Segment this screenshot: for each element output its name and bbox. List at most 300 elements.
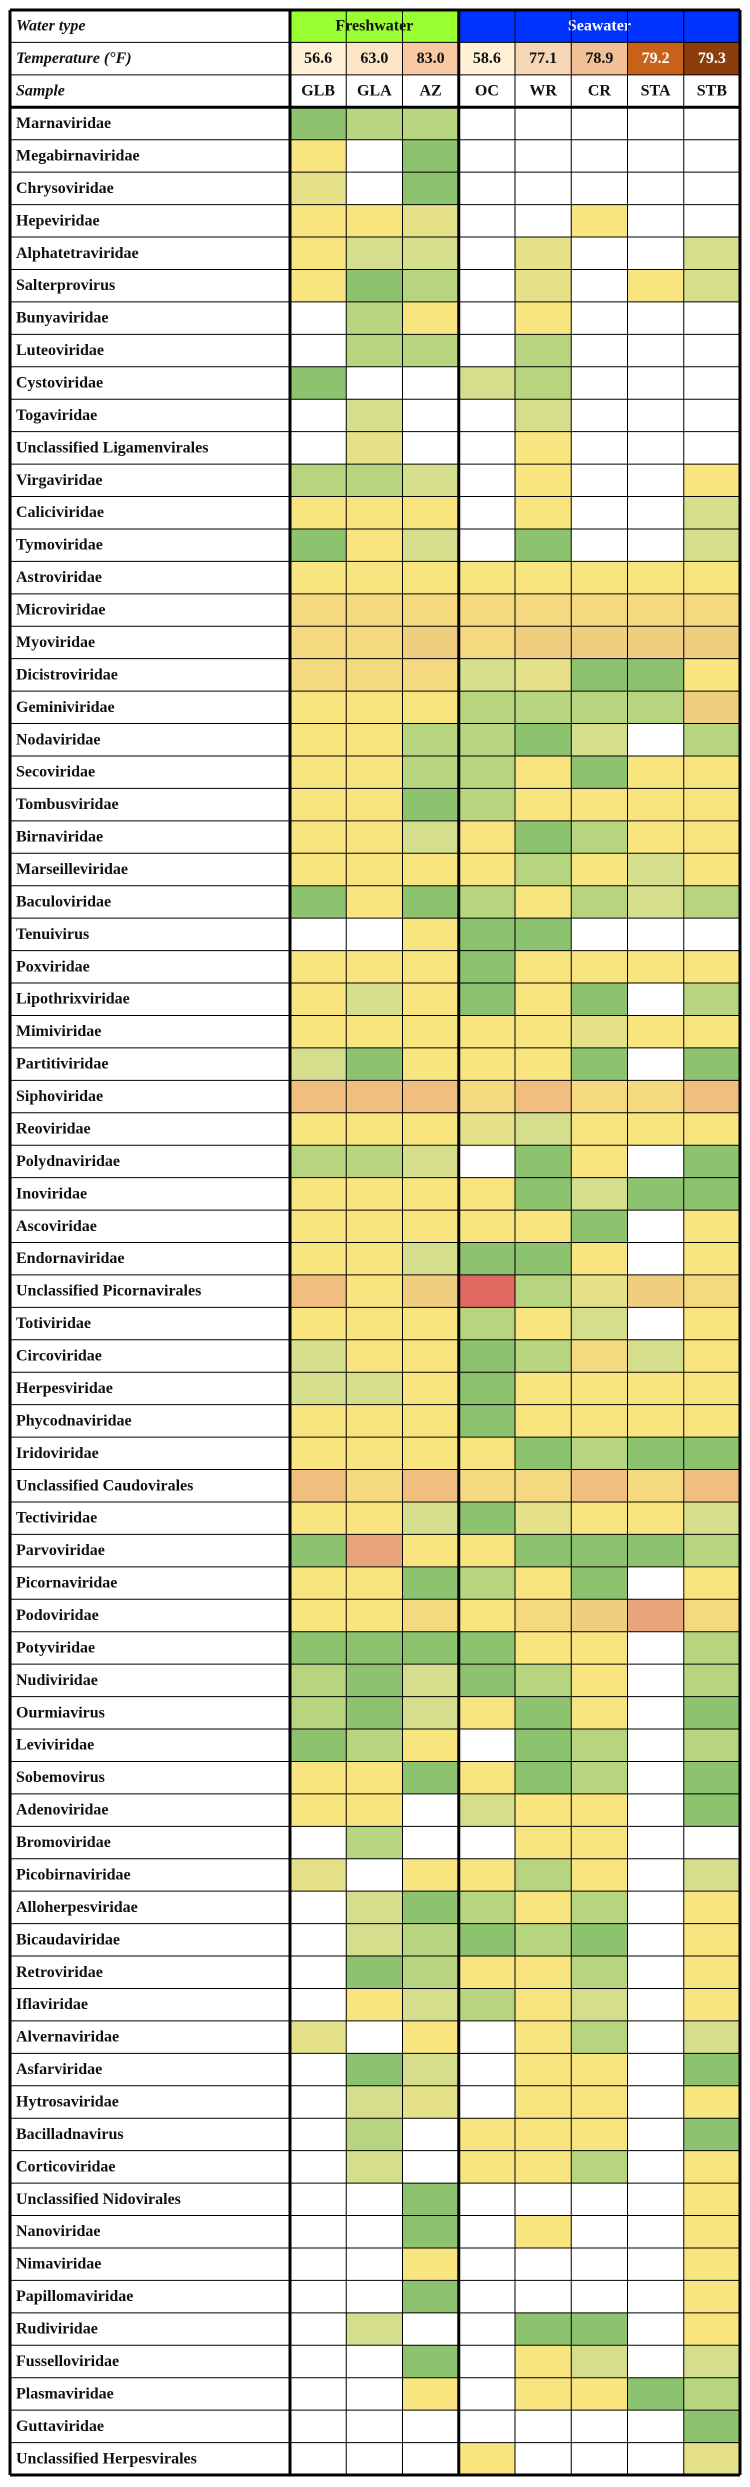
cell-togaviridae-gla [346,399,402,431]
cell-adenoviridae-cr [571,1794,627,1826]
cell-marseilleviridae-wr [515,853,571,885]
cell-nimaviridae-cr [571,2248,627,2280]
cell-myoviridae-wr [515,626,571,658]
cell-ourmiavirus-stb [684,1697,740,1729]
cell-bromoviridae-az [403,1826,459,1858]
row-label-birnaviridae: Birnaviridae [16,828,104,846]
cell-lipothrixviridae-glb [290,983,346,1015]
row-label-unclassified-nidovirales: Unclassified Nidovirales [16,2190,181,2208]
cell-nanoviridae-oc [459,2216,515,2248]
row-labels-layer [16,115,208,2467]
row-label-potyviridae: Potyviridae [16,1639,96,1657]
cell-alvernaviridae-cr [571,2021,627,2053]
cell-nanoviridae-wr [515,2216,571,2248]
cell-endornaviridae-az [403,1243,459,1275]
cell-birnaviridae-cr [571,821,627,853]
cell-mimiviridae-gla [346,1015,402,1047]
cell-bromoviridae-gla [346,1826,402,1858]
cell-bicaudaviridae-sta [628,1924,684,1956]
cell-salterprovirus-sta [628,269,684,301]
cell-corticoviridae-az [403,2151,459,2183]
header-sample-4: WR [529,82,557,100]
cell-phycodnaviridae-wr [515,1405,571,1437]
cell-plasmaviridae-wr [515,2378,571,2410]
cell-alvernaviridae-wr [515,2021,571,2053]
cell-herpesviridae-sta [628,1372,684,1404]
cell-asfarviridae-gla [346,2053,402,2085]
cell-virgaviridae-cr [571,464,627,496]
cell-unclassified-ligamenvirales-wr [515,432,571,464]
cell-marnaviridae-gla [346,107,402,139]
cell-iflaviridae-az [403,1988,459,2020]
cell-partitiviridae-wr [515,1048,571,1080]
cell-inoviridae-glb [290,1178,346,1210]
cell-bicaudaviridae-wr [515,1924,571,1956]
cell-marnaviridae-stb [684,107,740,139]
cell-marseilleviridae-az [403,853,459,885]
cell-salterprovirus-az [403,269,459,301]
cell-alloherpesviridae-stb [684,1891,740,1923]
cell-microviridae-stb [684,594,740,626]
cell-poxviridae-az [403,951,459,983]
cell-tenuivirus-wr [515,918,571,950]
cell-polydnaviridae-oc [459,1145,515,1177]
cell-luteoviridae-gla [346,334,402,366]
cell-guttaviridae-az [403,2410,459,2442]
cell-asfarviridae-sta [628,2053,684,2085]
cell-megabirnaviridae-cr [571,140,627,172]
cell-unclassified-herpesvirales-stb [684,2443,740,2475]
cell-tymoviridae-stb [684,529,740,561]
cell-bromoviridae-cr [571,1826,627,1858]
row-label-alvernaviridae: Alvernaviridae [16,2028,120,2046]
cell-tombusviridae-oc [459,788,515,820]
row-label-unclassified-picornavirales: Unclassified Picornavirales [16,1282,202,1300]
header-sample-0: GLB [301,82,336,100]
cell-unclassified-ligamenvirales-gla [346,432,402,464]
cell-plasmaviridae-gla [346,2378,402,2410]
cell-inoviridae-wr [515,1178,571,1210]
cell-guttaviridae-sta [628,2410,684,2442]
cell-tymoviridae-wr [515,529,571,561]
cell-virgaviridae-az [403,464,459,496]
cell-microviridae-sta [628,594,684,626]
cell-tectiviridae-cr [571,1502,627,1534]
cell-endornaviridae-cr [571,1243,627,1275]
cell-tymoviridae-az [403,529,459,561]
cell-hepeviridae-sta [628,205,684,237]
cell-unclassified-picornavirales-stb [684,1275,740,1307]
cell-fusselloviridae-oc [459,2345,515,2377]
cell-chrysoviridae-sta [628,172,684,204]
cell-chrysoviridae-glb [290,172,346,204]
cell-siphoviridae-gla [346,1080,402,1112]
cell-potyviridae-wr [515,1632,571,1664]
cell-plasmaviridae-glb [290,2378,346,2410]
cell-nimaviridae-sta [628,2248,684,2280]
row-label-mimiviridae: Mimiviridae [16,1023,102,1041]
cell-partitiviridae-gla [346,1048,402,1080]
cell-fusselloviridae-wr [515,2345,571,2377]
cell-rudiviridae-sta [628,2313,684,2345]
cell-chrysoviridae-oc [459,172,515,204]
cell-adenoviridae-wr [515,1794,571,1826]
cell-dicistroviridae-oc [459,659,515,691]
cell-phycodnaviridae-oc [459,1405,515,1437]
header-temperature-f-1: 63.0 [360,50,389,68]
cell-asfarviridae-glb [290,2053,346,2085]
cell-asfarviridae-stb [684,2053,740,2085]
cell-ourmiavirus-az [403,1697,459,1729]
row-label-fusselloviridae: Fusselloviridae [16,2352,120,2370]
cell-nudiviridae-glb [290,1664,346,1696]
cell-endornaviridae-stb [684,1243,740,1275]
cell-megabirnaviridae-wr [515,140,571,172]
cell-bromoviridae-stb [684,1826,740,1858]
cell-picornaviridae-cr [571,1567,627,1599]
cell-parvoviridae-az [403,1534,459,1566]
cell-secoviridae-wr [515,756,571,788]
cell-nudiviridae-oc [459,1664,515,1696]
cell-togaviridae-oc [459,399,515,431]
cell-potyviridae-gla [346,1632,402,1664]
header-group-freshwater: Freshwater [335,17,414,35]
cell-alphatetraviridae-stb [684,237,740,269]
cell-iridoviridae-gla [346,1437,402,1469]
cell-inoviridae-oc [459,1178,515,1210]
cell-leviviridae-stb [684,1729,740,1761]
cell-secoviridae-az [403,756,459,788]
cell-megabirnaviridae-glb [290,140,346,172]
cell-iridoviridae-oc [459,1437,515,1469]
cell-circoviridae-az [403,1340,459,1372]
cell-lipothrixviridae-gla [346,983,402,1015]
cell-retroviridae-gla [346,1956,402,1988]
cell-caliciviridae-gla [346,497,402,529]
cell-corticoviridae-cr [571,2151,627,2183]
cell-siphoviridae-sta [628,1080,684,1112]
row-label-cystoviridae: Cystoviridae [16,374,104,392]
cell-astroviridae-stb [684,561,740,593]
cell-chrysoviridae-gla [346,172,402,204]
row-label-siphoviridae: Siphoviridae [16,1088,104,1106]
cell-alvernaviridae-sta [628,2021,684,2053]
row-label-leviviridae: Leviviridae [16,1736,95,1754]
cell-unclassified-caudovirales-wr [515,1470,571,1502]
cell-tymoviridae-gla [346,529,402,561]
cell-cystoviridae-glb [290,367,346,399]
cell-alloherpesviridae-az [403,1891,459,1923]
cell-cystoviridae-gla [346,367,402,399]
cell-unclassified-picornavirales-oc [459,1275,515,1307]
cell-unclassified-ligamenvirales-oc [459,432,515,464]
cell-inoviridae-cr [571,1178,627,1210]
cell-plasmaviridae-oc [459,2378,515,2410]
cell-megabirnaviridae-oc [459,140,515,172]
cell-potyviridae-az [403,1632,459,1664]
cell-nodaviridae-cr [571,724,627,756]
cell-poxviridae-oc [459,951,515,983]
cell-picobirnaviridae-wr [515,1859,571,1891]
cell-myoviridae-gla [346,626,402,658]
cell-ourmiavirus-glb [290,1697,346,1729]
cell-corticoviridae-oc [459,2151,515,2183]
cell-nudiviridae-gla [346,1664,402,1696]
cell-hepeviridae-wr [515,205,571,237]
cell-polydnaviridae-stb [684,1145,740,1177]
cell-papillomaviridae-cr [571,2280,627,2312]
row-label-dicistroviridae: Dicistroviridae [16,666,118,684]
cell-unclassified-ligamenvirales-az [403,432,459,464]
cell-bicaudaviridae-cr [571,1924,627,1956]
cell-polydnaviridae-az [403,1145,459,1177]
cell-mimiviridae-wr [515,1015,571,1047]
cell-astroviridae-cr [571,561,627,593]
cell-leviviridae-az [403,1729,459,1761]
cell-virgaviridae-stb [684,464,740,496]
row-label-tymoviridae: Tymoviridae [16,536,103,554]
cell-potyviridae-oc [459,1632,515,1664]
cell-bacilladnavirus-az [403,2118,459,2150]
cell-tectiviridae-stb [684,1502,740,1534]
cell-papillomaviridae-oc [459,2280,515,2312]
row-label-bromoviridae: Bromoviridae [16,1834,111,1852]
cell-astroviridae-sta [628,561,684,593]
cell-poxviridae-cr [571,951,627,983]
header-sample-5: CR [587,82,611,100]
cell-mimiviridae-stb [684,1015,740,1047]
header-temperature-f-0: 56.6 [304,50,333,68]
cell-alphatetraviridae-cr [571,237,627,269]
cell-alphatetraviridae-az [403,237,459,269]
cell-unclassified-picornavirales-glb [290,1275,346,1307]
cell-nanoviridae-cr [571,2216,627,2248]
row-label-unclassified-herpesvirales: Unclassified Herpesvirales [16,2450,197,2468]
row-label-unclassified-ligamenvirales: Unclassified Ligamenvirales [16,439,209,457]
cell-salterprovirus-gla [346,269,402,301]
row-label-luteoviridae: Luteoviridae [16,342,104,360]
cell-microviridae-az [403,594,459,626]
cell-herpesviridae-stb [684,1372,740,1404]
cell-secoviridae-stb [684,756,740,788]
cell-dicistroviridae-stb [684,659,740,691]
cell-ourmiavirus-sta [628,1697,684,1729]
cell-totiviridae-sta [628,1307,684,1339]
cell-inoviridae-gla [346,1178,402,1210]
cell-chrysoviridae-wr [515,172,571,204]
cell-alloherpesviridae-sta [628,1891,684,1923]
cell-picobirnaviridae-cr [571,1859,627,1891]
cell-tenuivirus-glb [290,918,346,950]
cell-myoviridae-stb [684,626,740,658]
cell-dicistroviridae-cr [571,659,627,691]
cell-geminiviridae-oc [459,691,515,723]
cell-picornaviridae-gla [346,1567,402,1599]
cell-togaviridae-az [403,399,459,431]
row-label-ourmiavirus: Ourmiavirus [16,1704,105,1722]
cell-asfarviridae-cr [571,2053,627,2085]
cell-bacilladnavirus-sta [628,2118,684,2150]
cell-alvernaviridae-gla [346,2021,402,2053]
cell-circoviridae-cr [571,1340,627,1372]
cell-ascoviridae-az [403,1210,459,1242]
cell-lipothrixviridae-sta [628,983,684,1015]
row-label-nodaviridae: Nodaviridae [16,731,101,749]
cell-nodaviridae-gla [346,724,402,756]
header-sample-3: OC [474,82,499,100]
cell-picobirnaviridae-sta [628,1859,684,1891]
cell-fusselloviridae-gla [346,2345,402,2377]
cell-unclassified-caudovirales-stb [684,1470,740,1502]
row-label-hytrosaviridae: Hytrosaviridae [16,2093,119,2111]
cell-rudiviridae-wr [515,2313,571,2345]
cell-astroviridae-az [403,561,459,593]
cell-secoviridae-gla [346,756,402,788]
cell-myoviridae-cr [571,626,627,658]
cell-partitiviridae-glb [290,1048,346,1080]
cell-alvernaviridae-oc [459,2021,515,2053]
row-label-bacilladnavirus: Bacilladnavirus [16,2125,124,2143]
cell-tenuivirus-stb [684,918,740,950]
cell-bunyaviridae-glb [290,302,346,334]
header-sample-7: STB [696,82,727,100]
cell-myoviridae-sta [628,626,684,658]
cell-geminiviridae-stb [684,691,740,723]
cell-unclassified-nidovirales-az [403,2183,459,2215]
cell-geminiviridae-sta [628,691,684,723]
cell-nodaviridae-glb [290,724,346,756]
row-label-astroviridae: Astroviridae [16,569,102,587]
cell-tenuivirus-cr [571,918,627,950]
cell-hepeviridae-oc [459,205,515,237]
cell-marseilleviridae-glb [290,853,346,885]
cell-tombusviridae-wr [515,788,571,820]
cell-bunyaviridae-wr [515,302,571,334]
cell-iridoviridae-wr [515,1437,571,1469]
cell-retroviridae-stb [684,1956,740,1988]
cell-inoviridae-stb [684,1178,740,1210]
cell-hytrosaviridae-gla [346,2086,402,2118]
cell-baculoviridae-wr [515,886,571,918]
cell-leviviridae-glb [290,1729,346,1761]
cell-guttaviridae-gla [346,2410,402,2442]
row-label-phycodnaviridae: Phycodnaviridae [16,1412,132,1430]
cell-rudiviridae-gla [346,2313,402,2345]
cell-unclassified-nidovirales-gla [346,2183,402,2215]
row-label-parvoviridae: Parvoviridae [16,1542,105,1560]
cell-myoviridae-glb [290,626,346,658]
cell-unclassified-picornavirales-cr [571,1275,627,1307]
cell-caliciviridae-glb [290,497,346,529]
row-label-herpesviridae: Herpesviridae [16,1379,113,1397]
cell-adenoviridae-az [403,1794,459,1826]
row-label-megabirnaviridae: Megabirnaviridae [16,147,140,165]
cell-unclassified-ligamenvirales-stb [684,432,740,464]
cell-inoviridae-sta [628,1178,684,1210]
cell-tenuivirus-az [403,918,459,950]
cell-reoviridae-cr [571,1113,627,1145]
cell-bacilladnavirus-oc [459,2118,515,2150]
cell-nimaviridae-az [403,2248,459,2280]
cell-unclassified-caudovirales-az [403,1470,459,1502]
cell-alvernaviridae-stb [684,2021,740,2053]
cell-secoviridae-glb [290,756,346,788]
cell-rudiviridae-az [403,2313,459,2345]
cell-sobemovirus-stb [684,1761,740,1793]
cell-reoviridae-az [403,1113,459,1145]
cell-marnaviridae-sta [628,107,684,139]
header-label-sample: Sample [16,82,65,100]
row-label-rudiviridae: Rudiviridae [16,2320,98,2338]
cell-podoviridae-gla [346,1599,402,1631]
cell-adenoviridae-sta [628,1794,684,1826]
cell-totiviridae-cr [571,1307,627,1339]
cell-corticoviridae-glb [290,2151,346,2183]
row-label-togaviridae: Togaviridae [16,406,98,424]
cell-megabirnaviridae-sta [628,140,684,172]
cell-circoviridae-wr [515,1340,571,1372]
cell-tectiviridae-gla [346,1502,402,1534]
cell-virgaviridae-sta [628,464,684,496]
cell-polydnaviridae-gla [346,1145,402,1177]
row-label-poxviridae: Poxviridae [16,958,90,976]
cell-hytrosaviridae-oc [459,2086,515,2118]
cell-tymoviridae-sta [628,529,684,561]
cell-microviridae-wr [515,594,571,626]
cell-bromoviridae-oc [459,1826,515,1858]
row-label-partitiviridae: Partitiviridae [16,1055,109,1073]
cell-totiviridae-stb [684,1307,740,1339]
row-label-iridoviridae: Iridoviridae [16,1444,99,1462]
cell-ascoviridae-gla [346,1210,402,1242]
cell-bicaudaviridae-stb [684,1924,740,1956]
cell-ourmiavirus-oc [459,1697,515,1729]
cell-parvoviridae-gla [346,1534,402,1566]
cell-tombusviridae-az [403,788,459,820]
cell-unclassified-nidovirales-wr [515,2183,571,2215]
cell-baculoviridae-glb [290,886,346,918]
header-temperature-f-7: 79.3 [697,50,726,68]
cell-poxviridae-wr [515,951,571,983]
cell-unclassified-herpesvirales-wr [515,2443,571,2475]
cell-poxviridae-stb [684,951,740,983]
row-label-geminiviridae: Geminiviridae [16,698,115,716]
header-temperature-f-4: 77.1 [529,50,558,68]
cell-alvernaviridae-az [403,2021,459,2053]
cell-bunyaviridae-sta [628,302,684,334]
cell-herpesviridae-az [403,1372,459,1404]
cell-siphoviridae-glb [290,1080,346,1112]
cell-sobemovirus-cr [571,1761,627,1793]
cell-bicaudaviridae-az [403,1924,459,1956]
cell-tectiviridae-az [403,1502,459,1534]
cell-iflaviridae-glb [290,1988,346,2020]
cell-chrysoviridae-cr [571,172,627,204]
cell-ourmiavirus-cr [571,1697,627,1729]
header-temperature-f-6: 79.2 [641,50,670,68]
cell-guttaviridae-wr [515,2410,571,2442]
cell-bacilladnavirus-wr [515,2118,571,2150]
cell-retroviridae-az [403,1956,459,1988]
cell-leviviridae-cr [571,1729,627,1761]
cell-picornaviridae-stb [684,1567,740,1599]
cell-microviridae-gla [346,594,402,626]
cell-phycodnaviridae-cr [571,1405,627,1437]
cell-cystoviridae-cr [571,367,627,399]
cell-birnaviridae-sta [628,821,684,853]
cell-reoviridae-stb [684,1113,740,1145]
cell-mimiviridae-sta [628,1015,684,1047]
